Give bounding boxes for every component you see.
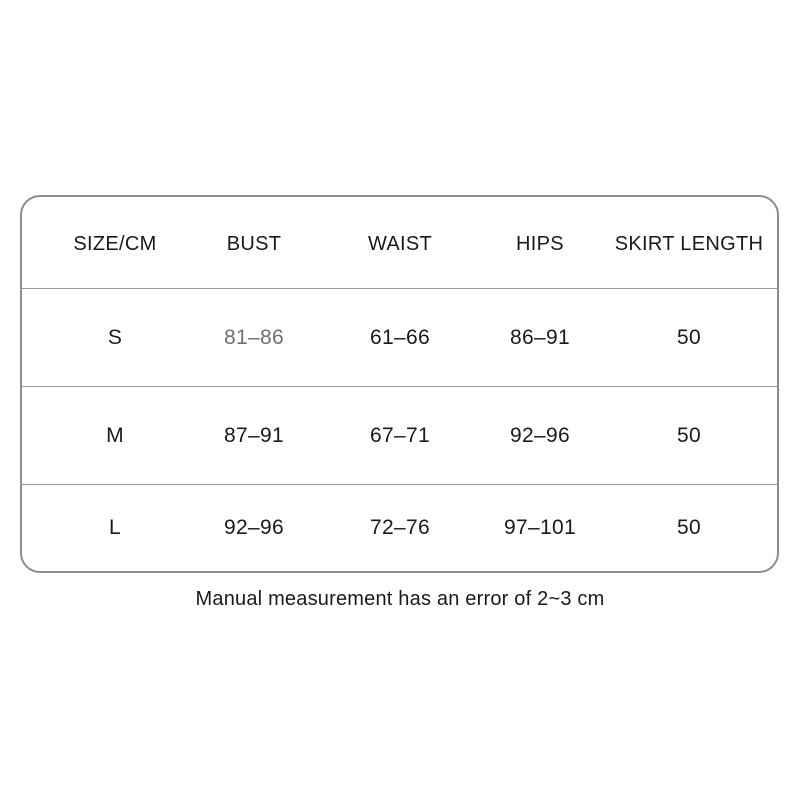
bust-cell: 92–96	[224, 516, 284, 539]
size-cell: M	[106, 423, 124, 447]
table-row	[22, 387, 777, 484]
skirt-length-cell: 50	[677, 423, 701, 447]
hips-cell: 97–101	[504, 516, 576, 539]
hips-cell: 86–91	[510, 325, 570, 349]
waist-cell: 72–76	[370, 516, 430, 539]
header-size: SIZE/CM	[73, 233, 157, 255]
skirt-length-cell: 50	[677, 516, 701, 539]
measurement-note: Manual measurement has an error of 2~3 cm	[195, 588, 605, 610]
hips-cell: 92–96	[510, 423, 570, 447]
size-cell: S	[107, 325, 123, 349]
header-bust: BUST	[226, 233, 282, 255]
header-hips: HIPS	[516, 233, 564, 255]
table-header-row	[22, 197, 777, 288]
header-skirt-length: SKIRT LENGTH	[614, 233, 764, 255]
size-chart-table	[20, 195, 779, 573]
header-waist: WAIST	[367, 233, 433, 255]
waist-cell: 67–71	[370, 423, 430, 447]
skirt-length-cell: 50	[677, 325, 701, 349]
table-row	[22, 289, 777, 386]
waist-cell: 61–66	[370, 325, 430, 349]
table-row	[22, 485, 777, 571]
size-cell: L	[109, 516, 121, 539]
bust-cell: 81–86	[224, 325, 284, 349]
bust-cell: 87–91	[224, 423, 284, 447]
